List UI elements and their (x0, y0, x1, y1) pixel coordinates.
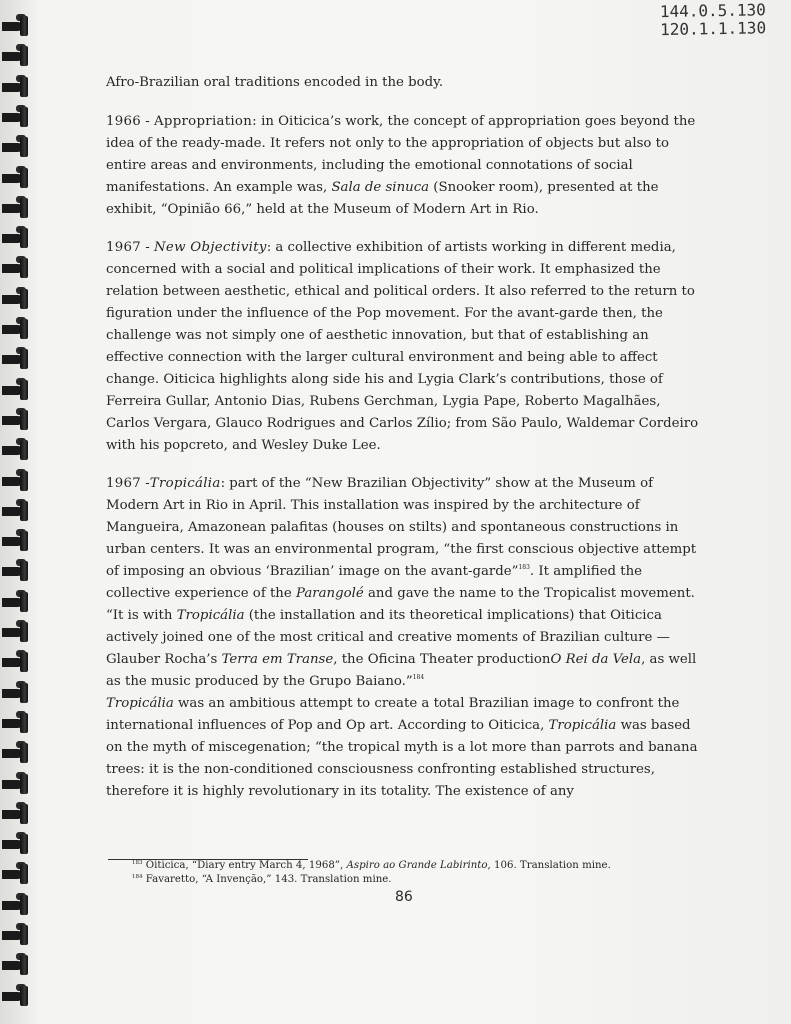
binding-ring (2, 75, 30, 97)
work-title: O Rei da Vela (550, 652, 642, 667)
entry-text: was based on the myth of miscegenation; “the tropical myth is a lot more than parrots and banana trees: it is the non-conditioned consciousness confronting established structures, therefore it is highly revolutionary in its totality. The existence of any (106, 718, 698, 799)
binding-ring (2, 681, 30, 703)
footnote-ref-183: 183 (518, 564, 530, 571)
entry-year: 1966 (106, 114, 142, 129)
binding-ring (2, 166, 30, 188)
entry-term: New Objectivity (154, 240, 267, 255)
binding-ring (2, 590, 30, 612)
spiral-binding (0, 14, 34, 1024)
entry-text: and gave the name to the Tropicalist movement. “It is with (106, 586, 695, 623)
binding-ring (2, 438, 30, 460)
work-title: Parangolé (295, 586, 364, 601)
footnote-184 (132, 873, 692, 887)
footnote-text: , 106. Translation mine. (487, 860, 611, 871)
binding-ring (2, 347, 30, 369)
page-number: 86 (395, 889, 413, 905)
binding-ring (2, 984, 30, 1006)
entry-text: (Snooker room), presented at the exhibit, “Opinião 66,” held at the Museum of Modern Art in Rio. (106, 180, 659, 217)
paragraph-1966-appropriation (106, 111, 708, 221)
binding-ring (2, 741, 30, 763)
binding-ring (2, 408, 30, 430)
entry-text: in Oiticica’s work, the concept of appropriation goes beyond the idea of the ready-made. It refers not only to the appropriation of objects but also to entire areas and environments, including the emotional connotations of social manifestations. An example was, (106, 114, 696, 195)
entry-text: was an ambitious attempt to create a total Brazilian image to confront the international influences of Pop and Op art. According to Oiticica, (106, 696, 680, 733)
entry-text: : part of the “New Brazilian Objectivity” show at the Museum of Modern Art in Rio in April. This installation was inspired by the architecture of Mangueira, Amazonean palafitas (houses on stilts) and spontaneous constructions in urban centers. It was an environmental program, “the first conscious objective attempt of imposing an obvious ‘Brazilian’ image on the avant-garde” (106, 476, 697, 579)
binding-ring (2, 802, 30, 824)
work-title: Sala de sinuca (331, 180, 430, 195)
paragraph-1967-tropicalia (106, 473, 708, 803)
entry-text: (the installation and its theoretical implications) that Oiticica actively joined one of the most critical and creative moments of Brazilian culture — Glauber Rocha’s (106, 608, 670, 667)
entry-text: , as well as the music produced by the Grupo Baiano.” (106, 652, 697, 689)
entry-year: 1967 (106, 476, 142, 491)
entry-text: , the Oficina Theater production (333, 652, 551, 667)
work-title: Tropicália (176, 608, 245, 623)
binding-ring (2, 287, 30, 309)
binding-ring (2, 620, 30, 642)
footnote-text: Favaretto, “A Invenção,” 143. Translation mine. (142, 874, 392, 885)
catalog-line-1: 144.0.5.130 (659, 0, 766, 22)
footnote-number: 184 (132, 874, 143, 880)
entry-separator: - (141, 240, 154, 255)
binding-ring (2, 893, 30, 915)
entry-term: Tropicália (149, 476, 221, 491)
binding-ring (2, 317, 30, 339)
binding-ring (2, 196, 30, 218)
binding-ring (2, 772, 30, 794)
binding-ring (2, 529, 30, 551)
entry-year: 1967 (106, 240, 142, 255)
work-title: Tropicália (548, 718, 617, 733)
footnotes (132, 859, 692, 887)
entry-separator: - (141, 476, 150, 491)
handwritten-catalog-number (660, 1, 785, 39)
binding-ring (2, 469, 30, 491)
entry-separator: - (141, 114, 154, 129)
footnote-title: Aspiro ao Grande Labirinto (346, 860, 488, 871)
paragraph-1967-new-objectivity (106, 237, 708, 457)
binding-ring (2, 499, 30, 521)
binding-ring (2, 862, 30, 884)
binding-ring (2, 135, 30, 157)
work-title: Terra em Transe (221, 652, 334, 667)
work-title: Tropicália (106, 696, 174, 711)
binding-ring (2, 650, 30, 672)
binding-ring (2, 256, 30, 278)
entry-term: Appropriation: (154, 114, 257, 129)
binding-ring (2, 378, 30, 400)
footnote-number: 183 (132, 860, 143, 866)
paragraph-intro: Afro-Brazilian oral traditions encoded in the body. (106, 75, 444, 90)
body-text (106, 72, 708, 819)
binding-ring (2, 14, 30, 36)
footnote-ref-184: 184 (412, 674, 425, 681)
binding-ring (2, 711, 30, 733)
binding-ring (2, 832, 30, 854)
catalog-line-2: 120.1.1.130 (659, 18, 767, 40)
binding-ring (2, 559, 30, 581)
footnote-text: Oiticica, “Diary entry March 4, 1968”, (142, 860, 347, 871)
entry-text: . It amplified the collective experience of the (106, 564, 643, 601)
binding-ring (2, 44, 30, 66)
footnote-183 (132, 859, 692, 873)
binding-ring (2, 923, 30, 945)
binding-ring (2, 953, 30, 975)
binding-ring (2, 226, 30, 248)
entry-text: : a collective exhibition of artists working in different media, concerned with a social and political implications of their work. It emphasized the relation between aesthetic, ethical and political orders. It also referred to the return to figuration under the influence of the Pop movement. For the avant-garde then, the challenge was not simply one of aesthetic innovation, but that of establishing an effective connection with the larger cultural environment and being able to affect change. Oiticica highlights along side his and Lygia Clark’s contributions, those of Ferreira Gullar, Antonio Dias, Rubens Gerchman, Lygia Pape, Roberto Magalhães, Carlos Vergara, Glauco Rodrigues and Carlos Zílio; from São Paulo, Waldemar Cordeiro with his popcreto, and Wesley Duke Lee. (106, 240, 699, 453)
binding-ring (2, 105, 30, 127)
